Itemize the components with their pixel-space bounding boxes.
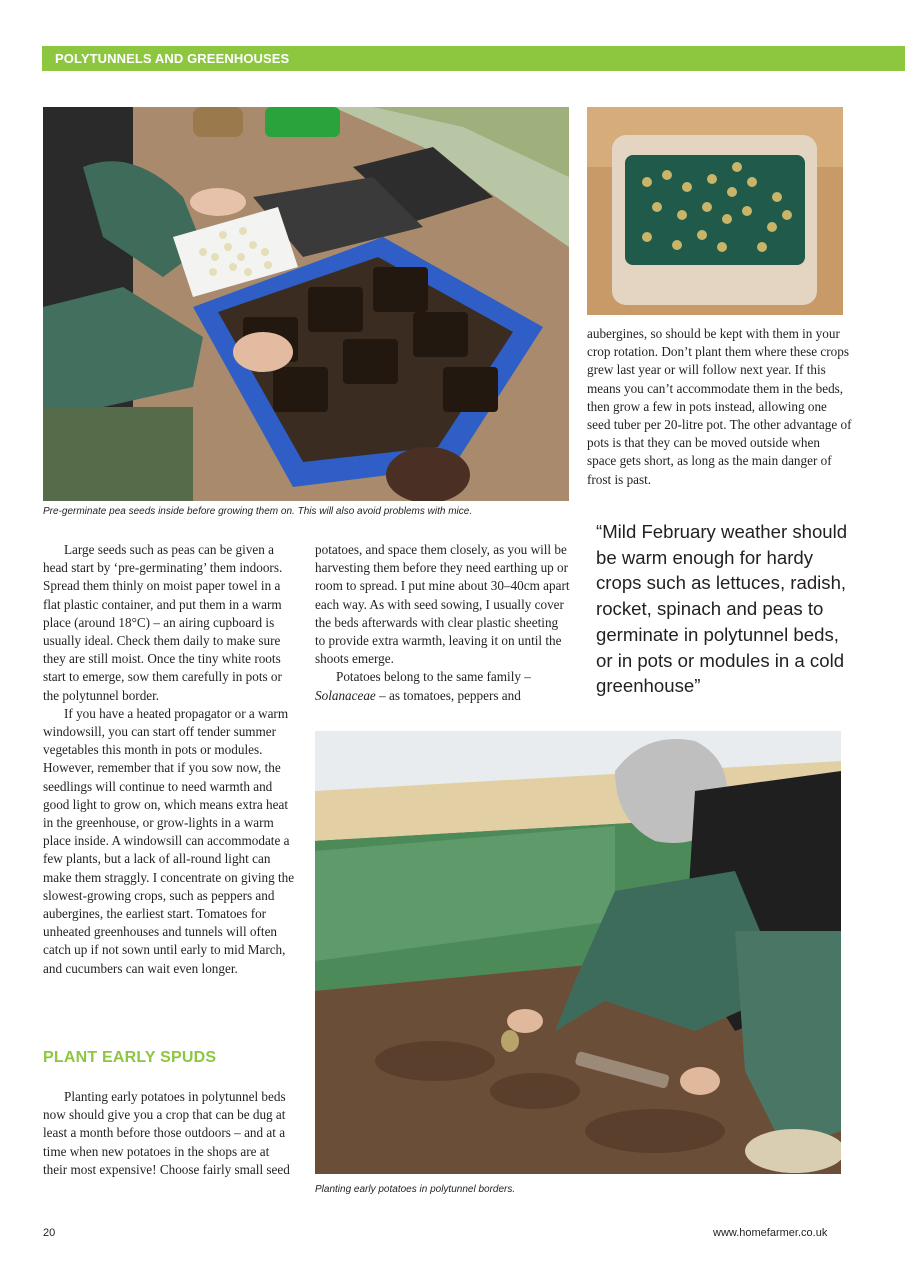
article-column-2: [315, 541, 570, 705]
seed-container-photo: [587, 107, 843, 315]
article-paragraph: [315, 668, 570, 704]
article-text: Potatoes belong to the same family –: [336, 669, 531, 685]
article-paragraph: potatoes, and space them closely, as you will be harvesting them before they need earthing up or room to spread. I put mine about 30–40cm apart each way. As with seed sowing, I usually cover the beds afterwards with clear plastic sheeting to provide extra warmth, leaving it on until the shoots emerge.: [315, 542, 570, 667]
planting-potatoes-photo: [315, 731, 841, 1174]
pea-photo-caption: Pre-germinate pea seeds inside before growing them on. This will also avoid problems with mice.: [43, 506, 473, 517]
article-paragraph: aubergines, so should be kept with them in your crop rotation. Don’t plant them where these crops grew last year or will follow next year. If this means you can’t accommodate them in the beds, then grow a few in pots instead, allowing one seed tuber per 20-litre pot. The other advantage of pots is that they can be moved outside when space gets short, as long as the main danger of frost is past.: [587, 326, 852, 487]
potato-photo-caption: Planting early potatoes in polytunnel borders.: [315, 1184, 516, 1195]
website-url: www.homefarmer.co.uk: [713, 1227, 828, 1239]
article-column-1-continued: [43, 1088, 296, 1179]
article-column-1: [43, 541, 296, 978]
page-number: 20: [43, 1227, 56, 1239]
article-paragraph: Planting early potatoes in polytunnel beds now should give you a crop that can be dug at least a month before those outdoors – and at a time when new potatoes in the shops are at their most expensive! Choose fairly small seed: [43, 1089, 290, 1177]
article-column-3: [587, 325, 852, 489]
article-paragraph: If you have a heated propagator or a warm windowsill, you can start off tender summer vegetables this month in pots or modules. However, remember that if you sow now, the seedlings will continue to need warmth and good light to grow on, which means extra heat in the greenhouse, or grow-lights in a warm place inside. A windowsill can accommodate a few plants, but a lack of all-round light can make them straggly. I concentrate on giving the slowest-growing crops, such as peppers and aubergines, the earliest start. Tomatoes for unheated greenhouses and tunnels will often catch up if not sown until early to mid March, and cucumbers can wait even longer.: [43, 705, 295, 976]
pea-seeds-photo: [43, 107, 569, 501]
section-title: POLYTUNNELS AND GREENHOUSES: [55, 51, 290, 66]
article-paragraph: Large seeds such as peas can be given a head start by ‘pre-germinating’ them indoors. Spread them thinly on moist paper towel in a flat plastic container, and put them in a warm place (around 18°C) – an airing cupboard is usually ideal. Check them daily to make sure they are still moist. Once the tiny white roots start to emerge, sow them carefully in pots or the polytunnel border.: [43, 542, 283, 703]
subheading: PLANT EARLY SPUDS: [43, 1049, 217, 1066]
pull-quote: “Mild February weather should be warm enough for hardy crops such as lettuces, radish, rocket, spinach and peas to germinate in polytunnel beds, or in pots or modules in a cold greenhouse”: [596, 521, 848, 697]
article-text: – as tomatoes, peppers and: [375, 687, 521, 703]
article-text-italic: Solanaceae: [315, 687, 376, 703]
section-header-bar: [42, 46, 905, 71]
